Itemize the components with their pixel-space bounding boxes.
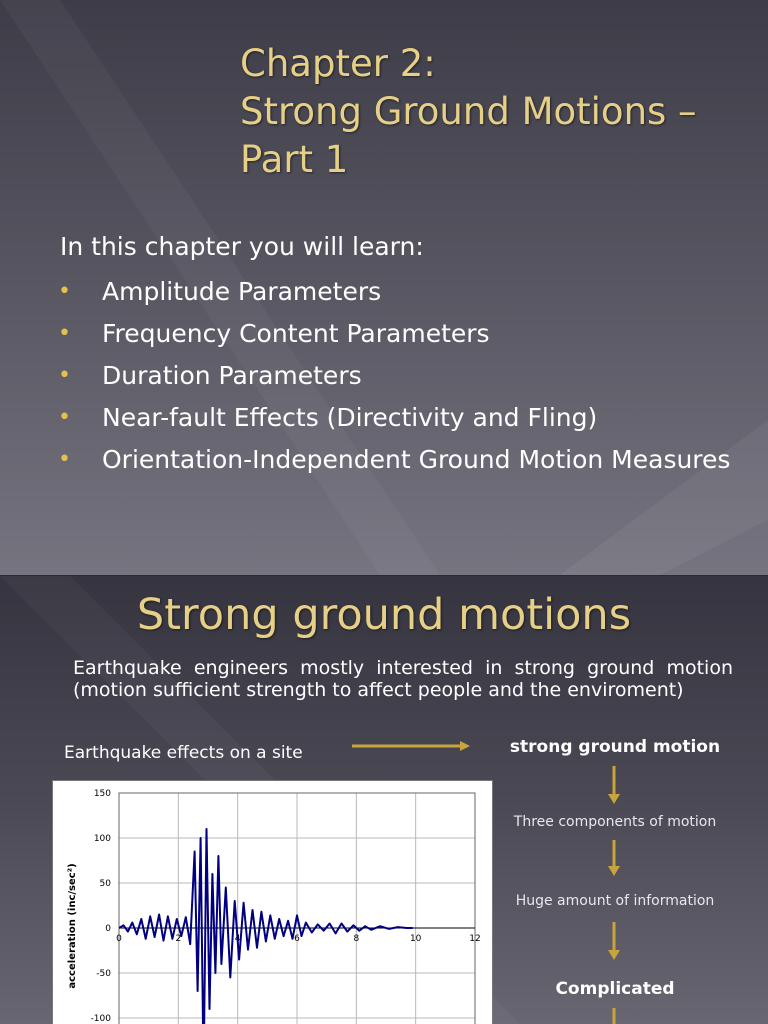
learning-objectives-list [58, 274, 738, 484]
flow-step-three-components: Three components of motion [513, 814, 717, 830]
acceleration-series-line [119, 829, 413, 1024]
y-tick-label: -100 [90, 1014, 111, 1024]
x-tick-label: 0 [116, 934, 122, 944]
y-tick-label: -50 [96, 969, 111, 979]
y-tick-label: 50 [99, 879, 111, 889]
flow-step-strong-ground-motion: strong ground motion [509, 737, 721, 757]
chapter-title-line-1: Chapter 2: [240, 42, 436, 85]
x-tick-label: 4 [234, 934, 241, 944]
bullet-icon: • [58, 321, 71, 346]
acceleration-chart [52, 780, 493, 1024]
list-item [58, 400, 738, 435]
flow-step-complicated: Complicated [555, 979, 675, 999]
chapter-title-line-2: Strong Ground Motions – [240, 90, 697, 133]
y-axis-label: acceleration (inc/sec²) [67, 863, 78, 989]
slide-title: Strong ground motions [136, 590, 632, 640]
x-tick-label: 6 [294, 934, 300, 944]
list-item-label: Near-fault Effects (Directivity and Fling) [102, 403, 598, 432]
y-tick-label: 100 [93, 834, 111, 844]
slide-strong-ground-motions [0, 576, 768, 1024]
chapter-title [240, 40, 750, 184]
arrow-down-icon [608, 766, 620, 804]
x-tick-label: 12 [469, 934, 481, 944]
x-tick-label: 10 [409, 934, 422, 944]
bullet-icon: • [58, 447, 71, 472]
intro-text: In this chapter you will learn: [60, 232, 424, 261]
list-item [58, 316, 738, 351]
arrow-down-icon [608, 840, 620, 876]
x-tick-label: 8 [353, 934, 360, 944]
arrow-right-icon [352, 741, 470, 751]
chapter-title-line-3: Part 1 [240, 138, 349, 181]
list-item-label: Frequency Content Parameters [102, 319, 490, 348]
intro-paragraph: Earthquake engineers mostly interested in strong ground motion (motion sufficient strength to affect people and the enviroment) [73, 657, 733, 701]
bullet-icon: • [58, 279, 71, 304]
bullet-icon: • [58, 363, 71, 388]
list-item-label: Duration Parameters [102, 361, 362, 390]
y-tick-label: 150 [93, 789, 111, 799]
arrow-down-icon [608, 922, 620, 960]
list-item [58, 442, 738, 477]
y-tick-label: 0 [105, 924, 111, 934]
bullet-icon: • [58, 405, 71, 430]
list-item-label: Orientation-Independent Ground Motion Measures [102, 445, 731, 474]
list-item [58, 358, 738, 393]
acceleration-chart-svg [53, 781, 492, 1024]
effects-label: Earthquake effects on a site [64, 743, 303, 763]
list-item-label: Amplitude Parameters [102, 277, 382, 306]
flow-step-huge-information: Huge amount of information [515, 893, 715, 909]
x-tick-label: 2 [175, 934, 182, 944]
list-item [58, 274, 738, 309]
